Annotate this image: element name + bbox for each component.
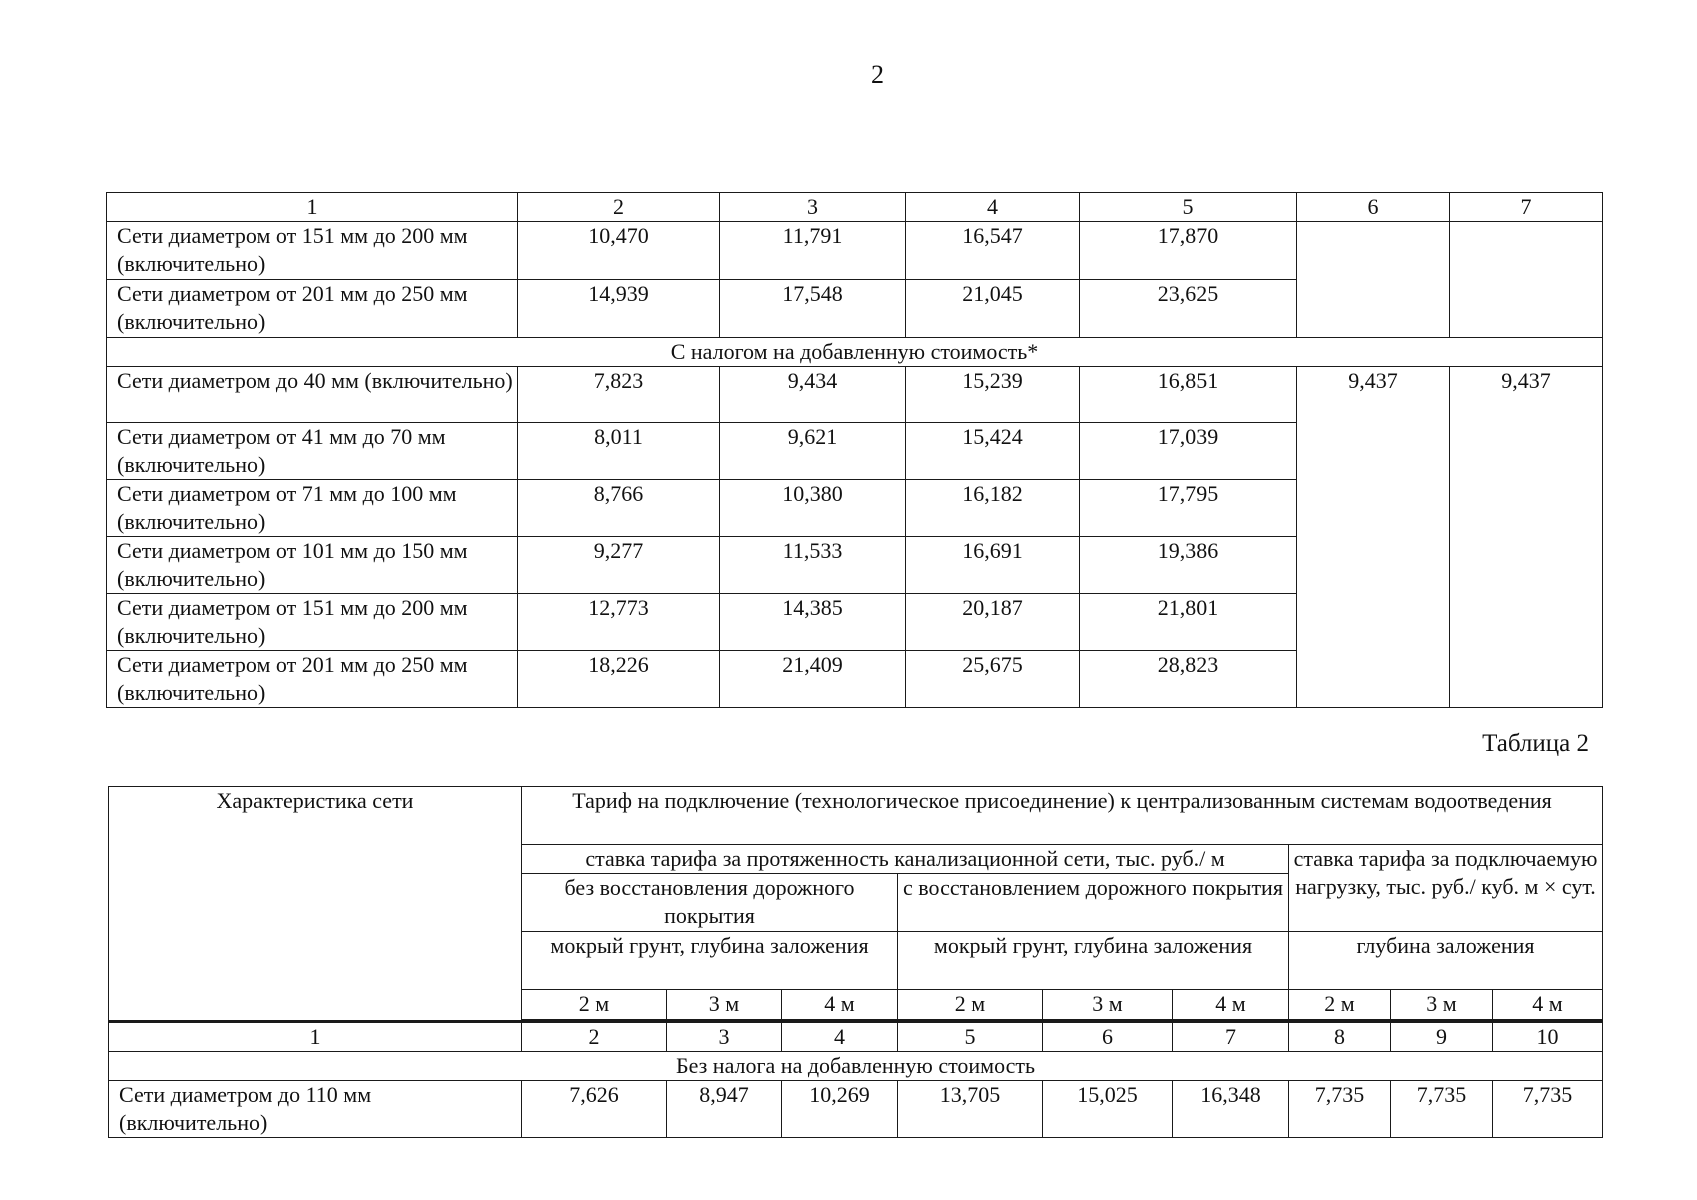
with-restore-header: с восстановлением дорожного покрытия bbox=[898, 874, 1289, 932]
page-number: 2 bbox=[871, 60, 884, 89]
section-row bbox=[109, 1052, 1603, 1081]
empty-cell bbox=[1450, 222, 1603, 338]
tariff-header: Тариф на подключение (технологическое присоединение) к централизованным системам водоотведения bbox=[522, 787, 1603, 845]
length-rate-header: ставка тарифа за протяженность канализационной сети, тыс. руб./ м bbox=[522, 845, 1289, 874]
depth-cell: 4 м bbox=[1493, 990, 1603, 1020]
column-number: 5 bbox=[898, 1022, 1043, 1052]
column-number: 7 bbox=[1450, 193, 1603, 222]
depth-cell: 3 м bbox=[1043, 990, 1173, 1020]
section-row bbox=[107, 338, 1603, 367]
depth-cell: 3 м bbox=[1391, 990, 1493, 1020]
table-cell: 16,851 bbox=[1080, 367, 1297, 423]
table-cell: 7,823 bbox=[518, 367, 720, 423]
depth-cell: 4 м bbox=[782, 990, 898, 1020]
depth-cell: 2 м bbox=[1289, 990, 1391, 1020]
depth-cell: 3 м bbox=[667, 990, 782, 1020]
table-cell: 25,675 bbox=[906, 651, 1080, 708]
table-cell: 15,424 bbox=[906, 423, 1080, 480]
table-cell: 9,277 bbox=[518, 537, 720, 594]
table-cell: 8,766 bbox=[518, 480, 720, 537]
table-cell: 10,470 bbox=[518, 222, 720, 280]
network-diameter-label: Сети диаметром от 151 мм до 200 мм (включительно) bbox=[107, 594, 518, 651]
network-diameter-label: Сети диаметром от 71 мм до 100 мм (включительно) bbox=[107, 480, 518, 537]
header-row bbox=[109, 787, 1603, 845]
column-number: 7 bbox=[1173, 1022, 1289, 1052]
table-cell: 16,691 bbox=[906, 537, 1080, 594]
table-cell: 9,621 bbox=[720, 423, 906, 480]
table-cell: 10,380 bbox=[720, 480, 906, 537]
table-cell: 23,625 bbox=[1080, 280, 1297, 338]
tariff-table-2 bbox=[108, 786, 1603, 1138]
column-number: 4 bbox=[906, 193, 1080, 222]
network-diameter-label: Сети диаметром от 201 мм до 250 мм (включительно) bbox=[107, 280, 518, 338]
column-number: 6 bbox=[1043, 1022, 1173, 1052]
table-cell: 13,705 bbox=[898, 1081, 1043, 1138]
column-number: 2 bbox=[518, 193, 720, 222]
without-restore-header: без восстановления дорожного покрытия bbox=[522, 874, 898, 932]
table-cell: 12,773 bbox=[518, 594, 720, 651]
empty-cell bbox=[1297, 222, 1450, 338]
table-cell: 17,870 bbox=[1080, 222, 1297, 280]
table-cell: 7,735 bbox=[1391, 1081, 1493, 1138]
load-rate-cell: 9,437 bbox=[1297, 367, 1450, 708]
table-cell: 9,434 bbox=[720, 367, 906, 423]
load-rate-cell: 9,437 bbox=[1450, 367, 1603, 708]
load-rate-header: ставка тарифа за подключаемую нагрузку, тыс. руб./ куб. м × сут. bbox=[1289, 845, 1603, 932]
table-cell: 8,011 bbox=[518, 423, 720, 480]
table-cell: 16,547 bbox=[906, 222, 1080, 280]
table-cell: 7,626 bbox=[522, 1081, 667, 1138]
table-row bbox=[107, 367, 1603, 423]
table-caption: Таблица 2 bbox=[1482, 730, 1589, 757]
table-cell: 7,735 bbox=[1493, 1081, 1603, 1138]
table-row bbox=[107, 222, 1603, 280]
table-cell: 21,801 bbox=[1080, 594, 1297, 651]
characteristic-header: Характеристика сети bbox=[109, 787, 522, 1022]
table-cell: 16,348 bbox=[1173, 1081, 1289, 1138]
column-number: 4 bbox=[782, 1022, 898, 1052]
column-number-row bbox=[107, 193, 1603, 222]
table-cell: 7,735 bbox=[1289, 1081, 1391, 1138]
table-cell: 21,045 bbox=[906, 280, 1080, 338]
table-cell: 17,039 bbox=[1080, 423, 1297, 480]
column-number: 8 bbox=[1289, 1022, 1391, 1052]
table-cell: 18,226 bbox=[518, 651, 720, 708]
table-row bbox=[109, 1081, 1603, 1138]
table-cell: 16,182 bbox=[906, 480, 1080, 537]
column-number: 2 bbox=[522, 1022, 667, 1052]
column-number: 1 bbox=[109, 1022, 522, 1052]
table-cell: 28,823 bbox=[1080, 651, 1297, 708]
table-cell: 8,947 bbox=[667, 1081, 782, 1138]
column-number: 10 bbox=[1493, 1022, 1603, 1052]
section-vat-title: С налогом на добавленную стоимость* bbox=[107, 338, 1603, 367]
depth-cell: 2 м bbox=[898, 990, 1043, 1020]
column-number: 6 bbox=[1297, 193, 1450, 222]
table-cell: 21,409 bbox=[720, 651, 906, 708]
table-cell: 14,385 bbox=[720, 594, 906, 651]
table-cell: 17,795 bbox=[1080, 480, 1297, 537]
table-cell: 15,239 bbox=[906, 367, 1080, 423]
network-diameter-label: Сети диаметром от 101 мм до 150 мм (включительно) bbox=[107, 537, 518, 594]
table-cell: 15,025 bbox=[1043, 1081, 1173, 1138]
table-cell: 11,791 bbox=[720, 222, 906, 280]
table-cell: 17,548 bbox=[720, 280, 906, 338]
column-number: 3 bbox=[720, 193, 906, 222]
wet-soil-header: мокрый грунт, глубина заложения bbox=[898, 932, 1289, 990]
depth-cell: 4 м bbox=[1173, 990, 1289, 1020]
depth-header: глубина заложения bbox=[1289, 932, 1603, 990]
column-number: 3 bbox=[667, 1022, 782, 1052]
column-number: 5 bbox=[1080, 193, 1297, 222]
depth-cell: 2 м bbox=[522, 990, 667, 1020]
network-diameter-label: Сети диаметром от 41 мм до 70 мм (включительно) bbox=[107, 423, 518, 480]
column-number: 1 bbox=[107, 193, 518, 222]
tariff-table-continuation bbox=[106, 192, 1603, 708]
network-diameter-label: Сети диаметром от 201 мм до 250 мм (включительно) bbox=[107, 651, 518, 708]
network-diameter-label: Сети диаметром до 40 мм (включительно) bbox=[107, 367, 518, 423]
wet-soil-header: мокрый грунт, глубина заложения bbox=[522, 932, 898, 990]
network-diameter-label: Сети диаметром от 151 мм до 200 мм (включительно) bbox=[107, 222, 518, 280]
table-cell: 20,187 bbox=[906, 594, 1080, 651]
column-number-row bbox=[109, 1022, 1603, 1052]
table-cell: 11,533 bbox=[720, 537, 906, 594]
section-no-vat-title: Без налога на добавленную стоимость bbox=[109, 1052, 1603, 1081]
table-cell: 10,269 bbox=[782, 1081, 898, 1138]
table-cell: 14,939 bbox=[518, 280, 720, 338]
column-number: 9 bbox=[1391, 1022, 1493, 1052]
table-cell: 19,386 bbox=[1080, 537, 1297, 594]
network-diameter-label: Сети диаметром до 110 мм (включительно) bbox=[109, 1081, 522, 1138]
